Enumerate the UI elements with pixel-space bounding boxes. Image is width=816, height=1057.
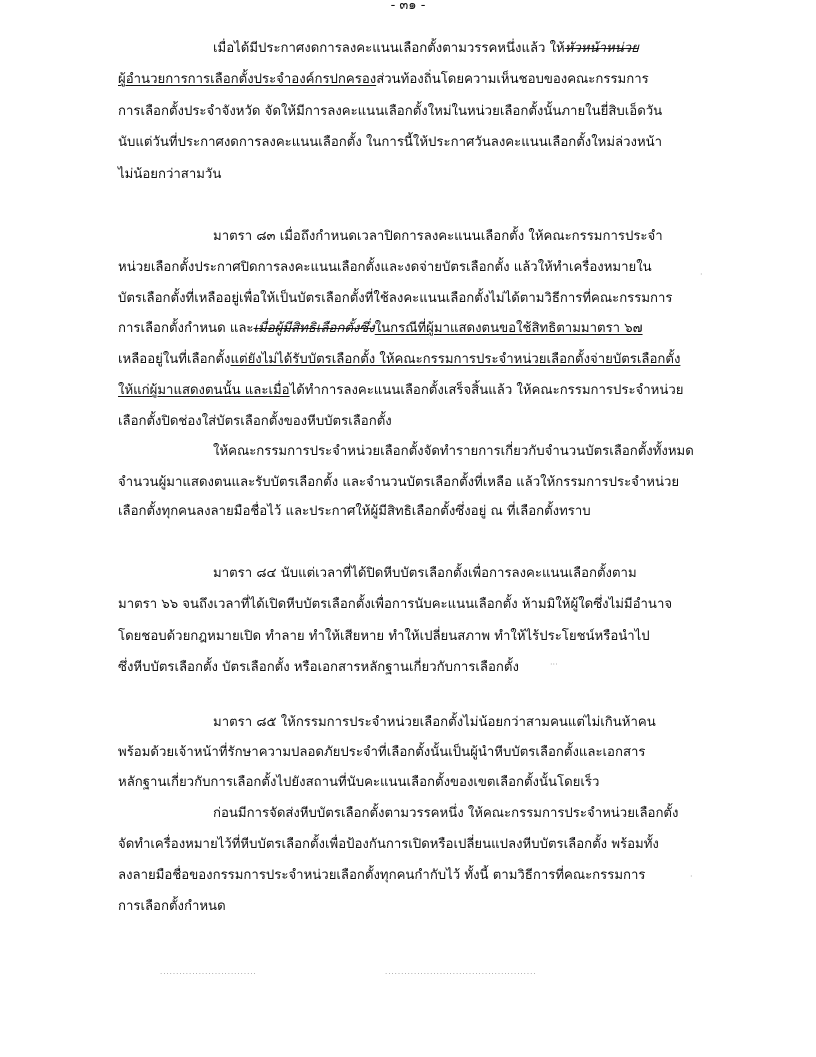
footer-right-marks: ...............................................: [385, 968, 537, 976]
scan-speck: ···: [550, 660, 558, 669]
section-83-line-4: [118, 320, 718, 338]
paragraph-6-line-4: การเลือกตั้งกำหนด: [118, 899, 226, 914]
struck-text: หัวหน้าหน่วย: [564, 41, 639, 56]
paragraph-1-line-2: [118, 71, 718, 89]
text-run: เหลืออยู่ในที่เลือกตั้ง: [118, 352, 231, 367]
paragraph-1-line-4: นับแต่วันที่ประกาศงดการลงคะแนนเลือกตั้ง ในการนี้ให้ประกาศวันลงคะแนนเลือกตั้งใหม่ล่วงหน้า: [118, 135, 663, 150]
underlined-text: ให้แก่ผู้มาแสดงตนนั้น และเมื่อ: [118, 383, 290, 398]
text-run: เมื่อได้มีประกาศงดการลงคะแนนเลือกตั้งตามวรรคหนึ่งแล้ว ให้: [213, 41, 565, 56]
section-83-line-6: [118, 382, 718, 400]
section-84-line-2: มาตรา ๖๖ จนถึงเวลาที่ได้เปิดหีบบัตรเลือกตั้งเพื่อการนับคะแนนเลือกตั้ง ห้ามมิให้ผู้ใดซึ่งไม่มีอำนาจ: [118, 597, 673, 612]
section-85-line-3: หลักฐานเกี่ยวกับการเลือกตั้งไปยังสถานที่นับคะแนนเลือกตั้งของเขตเลือกตั้งนั้นโดยเร็ว: [118, 775, 600, 790]
footer-left-marks: ..............................: [160, 968, 257, 976]
paragraph-6-line-3: ลงลายมือชื่อของกรรมการประจำหน่วยเลือกตั้งทุกคนกำกับไว้ ทั้งนี้ ตามวิธีการที่คณะกรรมการ: [118, 868, 646, 883]
paragraph-3-line-1: ให้คณะกรรมการประจำหน่วยเลือกตั้งจัดทำรายการเกี่ยวกับจำนวนบัตรเลือกตั้งทั้งหมด: [213, 444, 694, 459]
page-number: - ๓๑ -: [390, 0, 426, 13]
struck-text: เมื่อผู้มีสิทธิเลือกตั้งซึ่ง: [253, 321, 375, 336]
scan-speck: ·: [700, 270, 703, 279]
section-84-line-4: ซึ่งหีบบัตรเลือกตั้ง บัตรเลือกตั้ง หรือเอกสารหลักฐานเกี่ยวกับการเลือกตั้ง: [118, 660, 519, 675]
section-84-line-3: โดยชอบด้วยกฎหมายเปิด ทำลาย ทำให้เสียหาย ทำให้เปลี่ยนสภาพ ทำให้ไร้ประโยชน์หรือนำไป: [118, 629, 650, 644]
paragraph-1-line-3: การเลือกตั้งประจำจังหวัด จัดให้มีการลงคะแนนเลือกตั้งใหม่ในหน่วยเลือกตั้งนั้นภายในยี่สิบเอ็ดวัน: [118, 104, 663, 119]
section-83-line-3: บัตรเลือกตั้งที่เหลืออยู่เพื่อให้เป็นบัตรเลือกตั้งที่ใช้ลงคะแนนเลือกตั้งไม่ได้ตามวิธีการที่คณะกรรมการ: [118, 291, 673, 306]
paragraph-3-line-3: เลือกตั้งทุกคนลงลายมือชื่อไว้ และประกาศให้ผู้มีสิทธิเลือกตั้งซึ่งอยู่ ณ ที่เลือกตั้งทราบ: [118, 504, 591, 519]
section-85-line-2: พร้อมด้วยเจ้าหน้าที่รักษาความปลอดภัยประจำที่เลือกตั้งนั้นเป็นผู้นำหีบบัตรเลือกตั้งและเอกสาร: [118, 745, 646, 760]
underlined-text: ในกรณีที่ผู้มาแสดงตนขอใช้สิทธิตามมาตรา ๖๗: [374, 321, 643, 336]
underlined-text: แต่ยังไม่ได้รับบัตรเลือกตั้ง ให้คณะกรรมการประจำหน่วยเลือกตั้งจ่ายบัตรเลือกตั้ง: [230, 352, 681, 367]
text-run: การเลือกตั้งกำหนด และ: [118, 321, 254, 336]
section-83-line-7: เลือกตั้งปิดช่องใส่บัตรเลือกตั้งของหีบบัตรเลือกตั้ง: [118, 414, 392, 429]
paragraph-6-line-2: จัดทำเครื่องหมายไว้ที่หีบบัตรเลือกตั้งเพื่อป้องกันการเปิดหรือเปลี่ยนแปลงหีบบัตรเลือกตั้ง พร้อมทั้ง: [118, 837, 659, 852]
scan-speck: ·: [690, 872, 693, 881]
paragraph-6-line-1: ก่อนมีการจัดส่งหีบบัตรเลือกตั้งตามวรรคหนึ่ง ให้คณะกรรมการประจำหน่วยเลือกตั้ง: [213, 806, 679, 821]
underlined-text: ผู้อำนวยการการเลือกตั้งประจำองค์กรปกครอง: [118, 72, 377, 87]
paragraph-3-line-2: จำนวนผู้มาแสดงตนและรับบัตรเลือกตั้ง และจำนวนบัตรเลือกตั้งที่เหลือ แล้วให้กรรมการประจำหน่วย: [118, 475, 680, 490]
section-85-line-1: มาตรา ๘๕ ให้กรรมการประจำหน่วยเลือกตั้งไม่น้อยกว่าสามคนแต่ไม่เกินห้าคน: [213, 715, 656, 730]
text-run: ได้ทำการลงคะแนนเลือกตั้งเสร็จสิ้นแล้ว ให้คณะกรรมการประจำหน่วย: [289, 383, 684, 398]
paragraph-1-line-5: ไม่น้อยกว่าสามวัน: [118, 167, 222, 182]
section-83-line-2: หน่วยเลือกตั้งประกาศปิดการลงคะแนนเลือกตั้งและงดจ่ายบัตรเลือกตั้ง แล้วให้ทำเครื่องหมายใน: [118, 260, 652, 275]
section-84-line-1: มาตรา ๘๔ นับแต่เวลาที่ได้ปิดหีบบัตรเลือกตั้งเพื่อการลงคะแนนเลือกตั้งตาม: [213, 566, 637, 581]
section-83-line-5: [118, 351, 718, 369]
paragraph-1-line-1: [213, 40, 718, 58]
section-83-line-1: มาตรา ๘๓ เมื่อถึงกำหนดเวลาปิดการลงคะแนนเลือกตั้ง ให้คณะกรรมการประจำ: [213, 229, 663, 244]
text-run: ส่วนท้องถิ่นโดยความเห็นชอบของคณะกรรมการ: [376, 72, 649, 87]
